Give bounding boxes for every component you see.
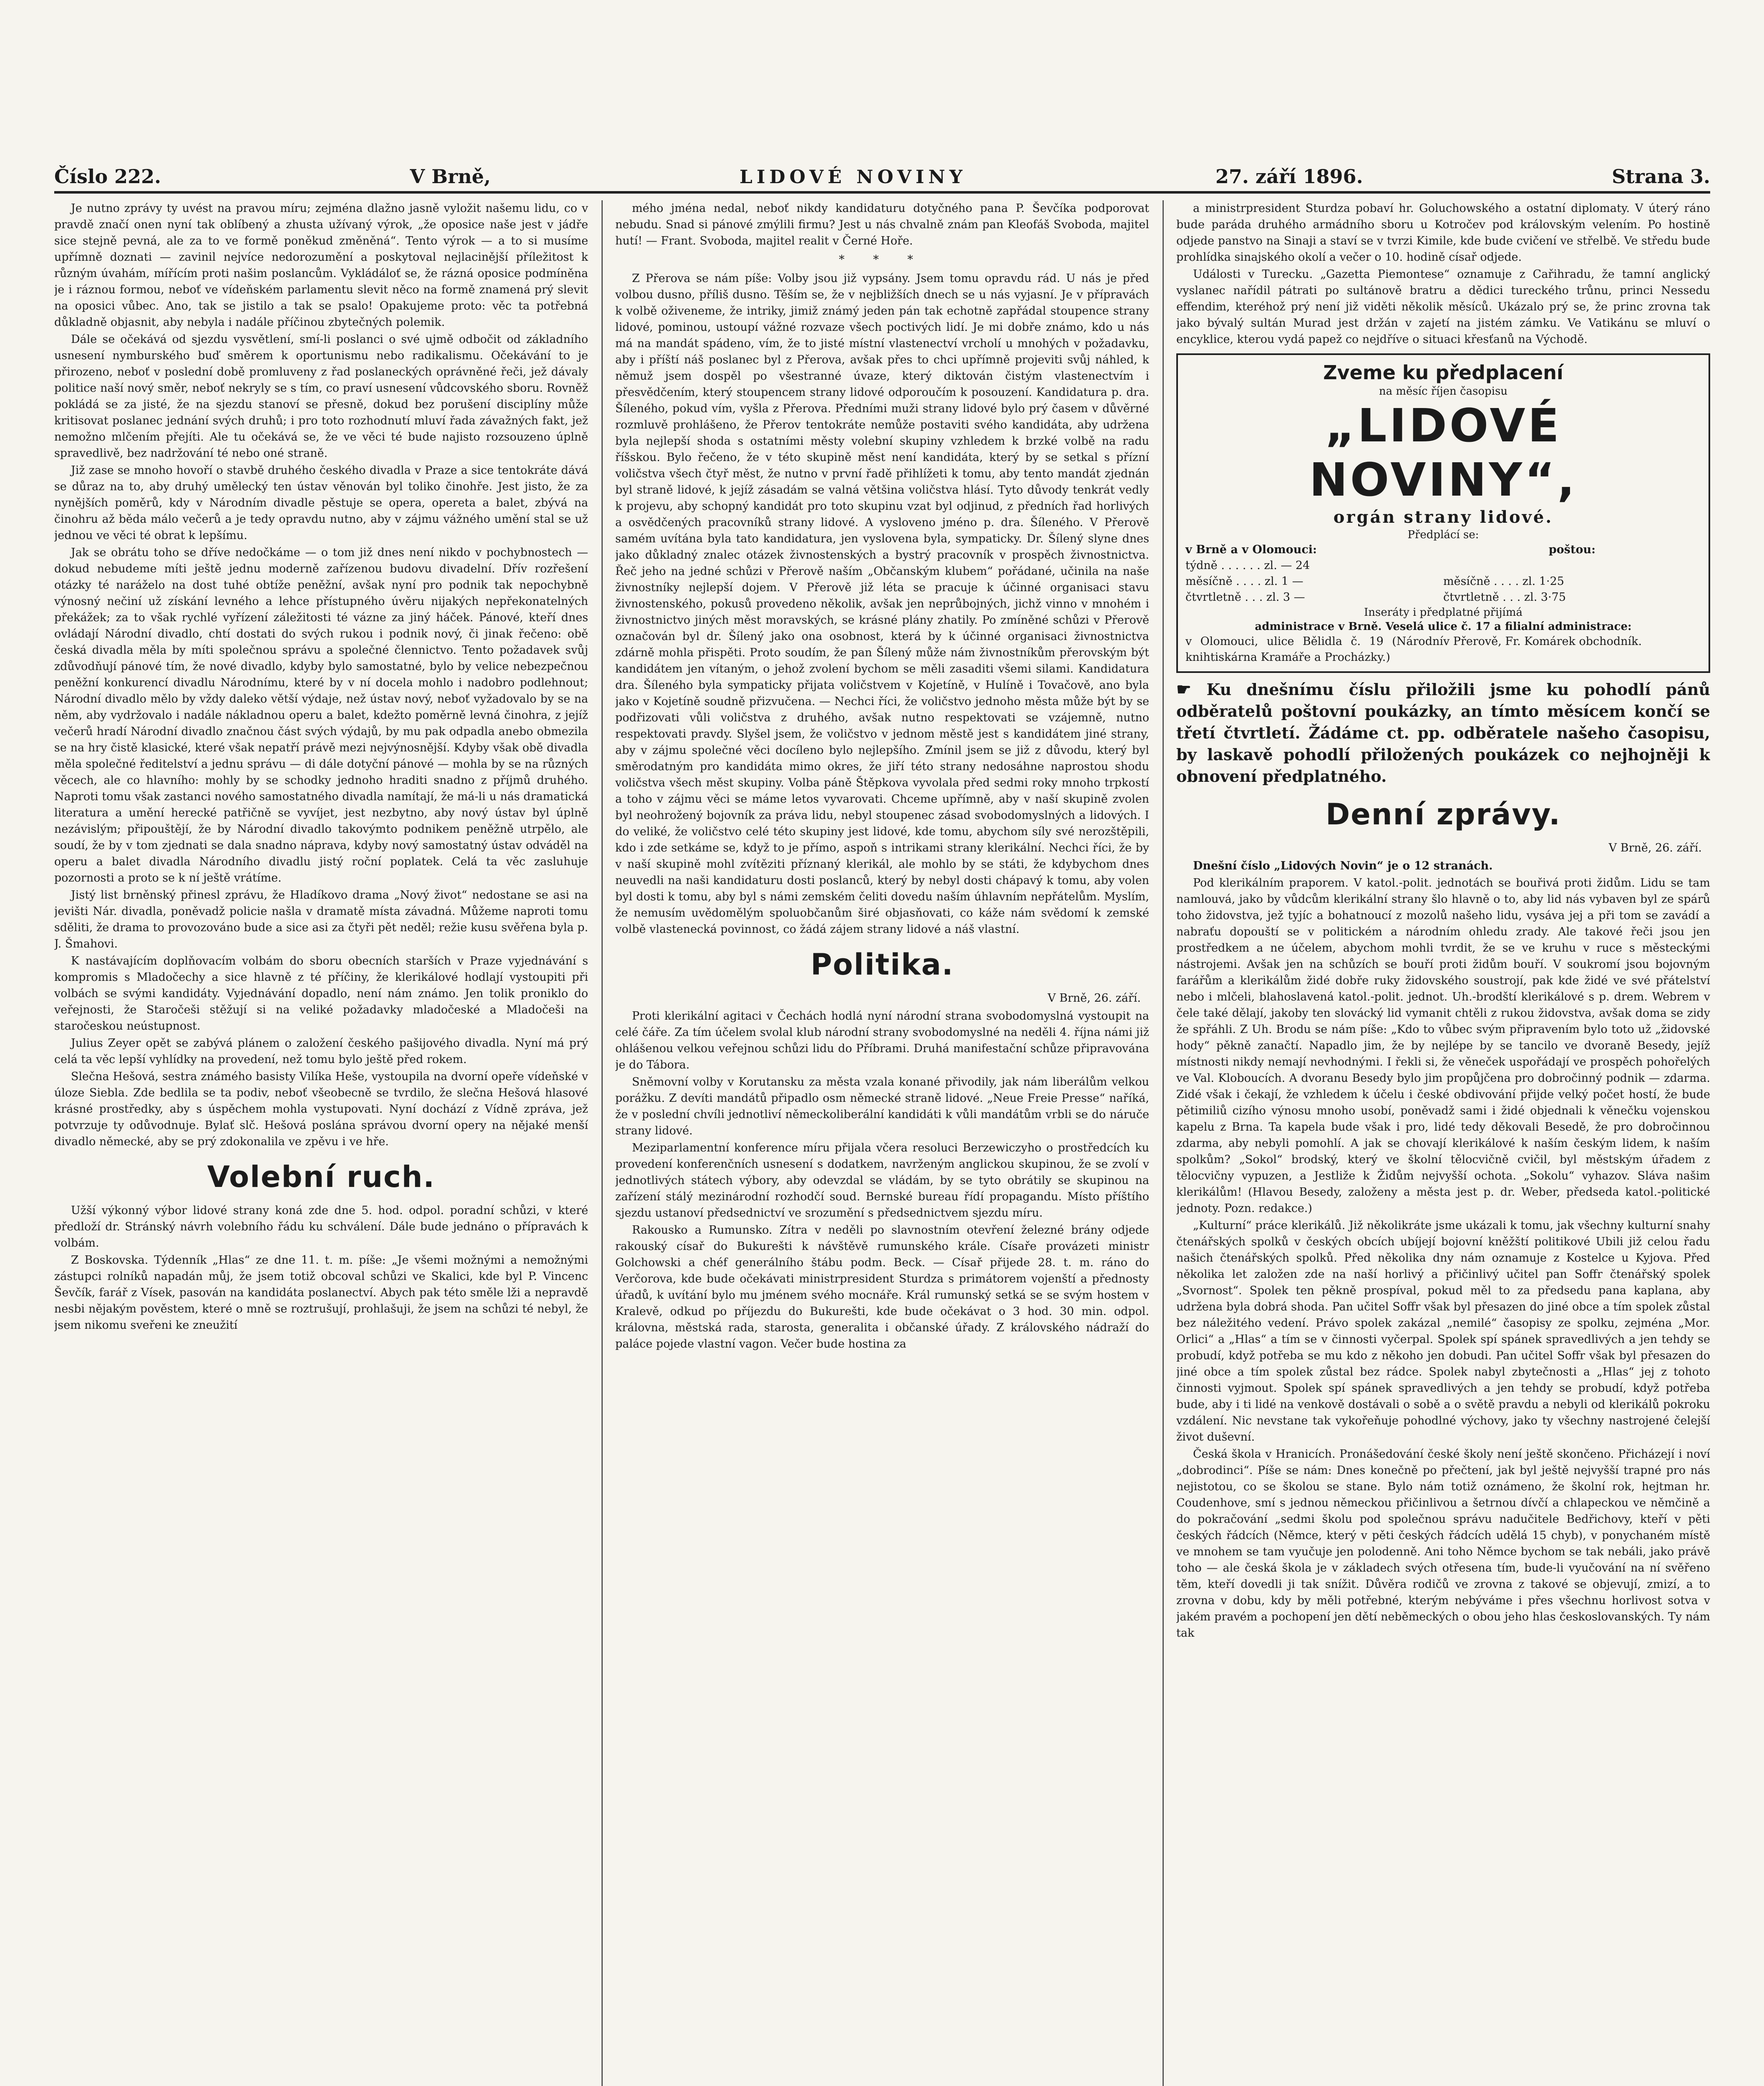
dateline: V Brně, 26. září.	[1608, 841, 1702, 854]
article-paragraph: Jistý list brněnský přinesl zprávu, že Hladíkovo drama „Nový život“ nedostane se asi na jevišti Nár. divadla, poněvadž policie našla v dramatě místa závadná. Můžeme naproti tomu sděliti, že drama to provozováno bude a sice asi za čtyři pět neděl; režie kusu svěřena byla p. J. Šmahovi.	[54, 889, 588, 950]
price-post: čtvrtletně . . . zl. 3·75	[1443, 591, 1566, 604]
section-heading-denni-zpravy: Denní zprávy.	[1326, 797, 1561, 831]
column-2	[615, 200, 1149, 2086]
price-header-row	[1185, 542, 1701, 558]
branch-olomouc: v Olomouci, ulice Bělidla č. 19 (Národní knihtiskárna Kramáře a Procházky.)	[1185, 635, 1443, 664]
article-paragraph: a ministrpresident Sturdza pobaví hr. Goluchowského a ostatní diplomaty. V úterý ráno bude paráda druhého armádního sboru u Kotročev pod královským velením. Po hostině odjede panstvo na Sinaji a staví se v tvrzi Kimile, kde bude cvičení ve střelbě. Ve středu bude prohlídka sinajského okolí a večer o 10. hodině císař odjede.	[1176, 202, 1710, 264]
paper-title: LIDOVÉ NOVINY	[739, 166, 967, 188]
advert-inserts: Inseráty i předplatné přijímá	[1364, 606, 1522, 619]
branch-row	[1185, 634, 1701, 665]
advert-paper-name: „LIDOVÉ NOVINY“,	[1309, 399, 1578, 506]
column-1	[54, 200, 588, 2086]
column-divider	[1163, 200, 1164, 2086]
advert-admin: administrace v Brně. Veselá ulice č. 17 a filialní administrace:	[1255, 620, 1632, 633]
advert-organ: orgán strany lidové.	[1333, 507, 1553, 527]
issue-number: Číslo 222.	[54, 165, 161, 188]
page-content	[54, 159, 1710, 2086]
article-paragraph: Je nutno zprávy ty uvést na pravou míru; zejména dlažno jasně vyložit našemu lidu, co v pravdě značí onen nyní tak oblíbený a zhusta užívaný výrok, „že oposice naše jest v jádře sice stejně pevná, ale za to ve formě poněkud změněná“. Tento výrok — a to si musíme upřímně doznati — zavinil nejvíce nedorozumění a poskytoval nejlacinější příležitost k různým úvahám, mířícím proti našim poslancům. Vykládáloť se, že rázná oposice podmíněna je i ráznou formou, neboť ve vídeňském parlamentu slevit něco na formě znamená prý slevit na oposici vůbec. Ano, tak se jistilo a tak se psalo! Opakujeme proto: věc ta potřebná důkladně objasnit, aby nebyla i nadále příčinou zbytečných polemik.	[54, 202, 588, 329]
postal-notice-text: Ku dnešnímu číslu přiložili jsme ku pohodlí pánů odběratelů poštovní poukázky, an tímto měsícem končí se třetí čtvrtletí. Žádáme ct. pp. odběratele našeho časopisu, by laskavě pohodlí přiložených poukázek co nejhojněji k obnovení předplatného.	[1176, 680, 1710, 786]
article-paragraph: Jak se obrátu toho se dříve nedočkáme — o tom již dnes není nikdo v pochybnostech — dokud nebudeme míti ještě jednu moderně zařízenou budovu divadelní. Dřív rozřešení otázky té naráželo na dost tuhé obtíže peněžní, avšak nyní pro podnik tak nepochybně výnosný nečiní už získání levného a lehce přístupného úvěru nijakých nepřekonatelných překážek; za to však rychlé vyřízení záležitosti té vázne za jiný háček. Pánové, kteří dnes ovládají Národní divadlo, chtí dostati do svých rukou i podnik nový, či jinak řečeno: obě česká divadla měla by míti společnou správu a společné člennictvo. Tento požadavek svůj zdůvodňují pánové tím, že nové divadlo, kdyby bylo samostatné, bylo by velice nebezpečnou peněžní konkurencí divadlu Národnímu, které by v ní docela mohlo i nadobro podlehnout; Národní divadlo mělo by vždy daleko větší výdaje, než ústav nový, neboť vyžadovalo by se na něm, aby vydržovalo i nadále nákladnou operu a balet, kdežto poměrně levná činohra, z jejíž večerů hradí Národní divadlo značnou část svých výdajů, by mu pak odpadla anebo obmezila se na hry čistě klasické, které však nepatří právě mezi nejvýnosnější. Kdyby však obě divadla měla společné ředitelství a jednu správu — di dále dotyční pánové — mohla by se na různých věcech, ale co hlavního: mohly by se schodky jednoho hraditi snadno z příjmů druhého. Naproti tomu však zastanci nového samostatného divadla namítají, že má-li u nás dramatická literatura a umění herecké patřičně se vyvíjet, jest nezbytno, aby nový ústav byl úplně nezávislým; připouštějí, že by Národní divadlo takovýmto podnikem peněžně utrpělo, ale soudí, že by v tom zjednati se dala snadno náprava, kdyby nový samostatný ústav odváděl na operu a balet divadla Národního divadlu jistý roční poplatek. Celá ta věc zasluhuje pozornosti a proto se k ní ještě vrátíme.	[54, 546, 588, 884]
price-row	[1185, 574, 1701, 590]
price-post	[1443, 558, 1701, 574]
column-3	[1176, 200, 1710, 2086]
article-paragraph: „Kulturní“ práce klerikálů. Již několikráte jsme ukázali k tomu, jak všechny kulturní snahy čtenářských spolků v českých obcích ubíjejí bojovní kněžští politikové Ubili již celou řadu našich čtenářských spolků. Před několika dny nám oznamuje z Kostelce u Kyjova. Před několika let založen zde na naší horlivý a přičinlivý učitel pan Soffr čtenářský spolek „Svornost“. Spolek ten pěkně prospíval, pokud měl to za předsedu pana kaplana, aby udržena byla dobrá shoda. Pan učitel Soffr však byl přesazen do jiné obce a tím spolek zůstal bez náležitého vedení. Právo spolek zakázal „nemilé“ časopisy ze spolku, zejména „Mor. Orlici“ a „Hlas“ a tím se v činnosti vyčerpal. Spolek spí spánek spravedlivých a jen tehdy se probudí, když potřeba se mu kdo z někoho jen dobudi. Pan učitel Soffr však byl přesazen do jiné obce a tím spolek zůstal bez rádce. Spolek nabyl zbytečnosti a „Hlas“ jej z tohoto činnosti vyjmout. Spolek spí spánek spravedlivých a jen tehdy se probudí, když potřeba bude, aby i ti lidé na venkově dostávali o sobě a o světě pravdu a nebyli od klerikálů pokroku vzdálení. Nic nevstane tak vykořeňuje pohodlné výchovy, jako ty všechny nastrojené čelejší život duševní.	[1176, 1219, 1710, 1444]
column-divider	[601, 200, 603, 2086]
advert-subtitle: na měsíc říjen časopisu	[1379, 385, 1508, 398]
article-paragraph: Dále se očekává od sjezdu vysvětlení, smí-li poslanci o své ujmě odbočit od základního usnesení nymburského buď směrem k oportunismu nebo radikalismu. Očekávání to je přirozeno, neboť v poslední době promluveny z řad poslaneckých oprávněné řeči, jež dávaly politice naší nový směr, neboť nekryly se s tím, co praví usnesení vůdcovského sboru. Rovněž pokládá se za jisté, že na sjezdu stanoví se přesně, dokud bez porušení disciplíny může kritisovat poslanec jednání svých druhů; i pro toto rozhodnutí mluví řada závažných fakt, jež nemožno mlčením přejíti. Ale tu očekává se, že ve věci té bude najisto rozsouzeno úplně spravedlivě, bez nadržování té nebo oné straně.	[54, 333, 588, 460]
advert-title: Zveme ku předplacení	[1323, 361, 1563, 384]
article-paragraph: mého jména nedal, neboť nikdy kandidaturu dotyčného pana P. Ševčíka podporovat nebudu. Snad si pánové zmýlili firmu? Jest u nás chvalně znám pan Kleofáš Svoboda, majitel hutí! — Frant. Svoboda, majitel realit v Černé Hoře.	[615, 202, 1149, 247]
article-paragraph: Dnešní číslo „Lidových Novin“ je o 12 stranách.	[1193, 859, 1493, 872]
article-paragraph: Užší výkonný výbor lidové strany koná zde dne 5. hod. odpol. poradní schůzi, v které předloží dr. Stránský návrh volebního řádu ku schválení. Dále bude jednáno o přípravách k volbám.	[54, 1204, 588, 1250]
issue-date: 27. září 1896.	[1215, 165, 1363, 188]
article-paragraph: Z Boskovska. Týdenník „Hlas“ ze dne 11. t. m. píše: „Je všemi možnými a nemožnými zástupci rolníků napadán můj, že jsem totiž obcoval schůzi ve Skalici, kde byl P. Vincenc Ševčík, farář z Vísek, pasován na kandidáta poslanectví. Abych pak této směle lži a nepravdě nesbi nějakým pověstem, které o mně se roztrušují, prohlašuji, že jsem na schůzi té nebyl, že jsem nikomu sveřeni ke zneužití	[54, 1254, 588, 1332]
section-heading-volebni-ruch: Volební ruch.	[207, 1160, 435, 1194]
article-paragraph: Meziparlamentní konference míru přijala včera resoluci Berzewiczyho o prostředcích ku provedení konferenčních usnesení s dodatkem, navrženým anglickou skupinou, že se zvolí v jednotlivých státech výbory, aby odevzdal se vládám, by se tyto obrátily se skupinou na zařízení stálý mezinárodní rozhodčí soud. Bernské bureau řídí propagandu. Místo příštího sjezdu ustanoví předsednictví ve srozumění s předsednictvem sjezdu míru.	[615, 1141, 1149, 1219]
article-paragraph: Proti klerikální agitaci v Čechách hodlá nyní národní strana svobodomyslná vystoupit na celé čáře. Za tím účelem svolal klub národní strany svobodomyslné na neděli 4. října námi již ohlášenou velkou veřejnou schůzi lidu do Příbrami. Druhá manifestační schůze připravována je do Tábora.	[615, 1010, 1149, 1071]
price-local-label: v Brně a v Olomouci:	[1185, 543, 1317, 556]
price-row	[1185, 590, 1701, 605]
article-paragraph: Julius Zeyer opět se zabývá plánem o založení českého pašijového divadla. Nyní má prý celá ta věc lepší vyhlídky na provedení, než tomu bylo ještě před rokem.	[54, 1037, 588, 1066]
price-post: měsíčně . . . . zl. 1·25	[1443, 575, 1564, 588]
article-paragraph: Rakousko a Rumunsko. Zítra v neděli po slavnostním otevření železné brány odjede rakouský císař do Bukurešti k návštěvě rumunského krále. Císaře provázeti ministr Golchowski a chéf generálního štábu podm. Beck. — Císař přijede 28. t. m. ráno do Verčorova, kde bude očekávati ministrpresident Sturdza s primátorem vojenští a přednosty úřadů, k uvítání bylo mu jménem svého mocnáře. Král rumunský setká se se svým hostem v Kralevě, odkud po příjezdu do Bukurešti, kde bude očekávat o 3 hod. 30 min. odpol. královna, městská rada, starosta, generalita i občanské úřady. Z královského nádraží do paláce pojede vlastní vagon. Večer bude hostina za	[615, 1224, 1149, 1350]
price-local: čtvrtletně . . . zl. 3 —	[1185, 591, 1305, 604]
article-paragraph: K nastávajícím doplňovacím volbám do sboru obecních starších v Praze vyjednávání s kompromis s Mladočechy a sice hlavně z té příčiny, že klerikálové hodlají vystoupiti při volbách se svými kandidáty. Vyjednávání dopadlo, není nám známo. Jen tolik proniklo do veřejnosti, že Staročeši stěžují si na veliké požadavky mladočeské a Mladočeši na staročeskou neústupnost.	[54, 955, 588, 1033]
page-header	[54, 159, 1710, 188]
article-paragraph: Z Přerova se nám píše: Volby jsou již vypsány. Jsem tomu opravdu rád. U nás je před volbou dusno, příliš dusno. Těším se, že v nejbližších dnech se u nás vyjasní. Je v přípravách k volbě oživeneme, že intriky, jimiž známý jeden pán tak echotně zapřádal stoupence strany lidové, pominou, ustoupí vážné rozvaze všech poctivých lidí. Je mi dobře známo, kdo u nás má na mandát spádeno, vím, že to jisté místní vlastenectví vrcholí u mnohých v požadavku, aby i příští náš poslanec byl z Přerova, avšak přes to chci upřímně projeviti svůj náhled, k němuž jsem dospěl po všestranné úvaze, který diktován čistým vlastenectvím i přesvědčením, který stoupencem strany lidové odporoučím k posouzení. Kandidatura p. dra. Šíleného, pokud vím, vyšla z Přerova. Předními muži strany lidové bylo prý časem v důvěrné rozmluvě prohlášeno, že Přerov tentokráte nemůže postaviti svého kandidáta, aby udržena byla nejlepší shoda s ostatními městy volební skupiny vzhledem k brzké volbě na radu říšskou. Bylo řečeno, že v této skupině měst není kandidáta, který by se setkal s přízní voličstva všech čtyř měst, že nutno v první řadě přihlížeti k tomu, aby tento mandát zjednán byl straně lidové, k jejíž zásadám se valná většina voličstva hlásí. Tyto důvody tenkrát vedly k projevu, aby schopný kandidát pro toto skupinu vzat byl odjinud, z předních řad horlivých a osvědčených pracovníků strany lidové. A vysloveno jméno p. dra. Šíleného. V Přerově samém uvítána byla tato kandidatura, jen vyslovena byla, sympaticky. Dr. Šílený slyne dnes jako důkladný znalec otázek živnostenských a bystrý pracovník v prospěch živnostnictva. Řeč jeho na jedné schůzi v Přerově naším „Občanským klubem“ pořádané, učinila na naše živnostníky nejlepší dojem. V Přerově již léta se pracuje k účinné organisaci stavu živnostenského, pokusů provedeno několik, avšak jen neprůbojných, jichž vinno v mnohém i živnostnictvo jiných měst moravských, se krásné plány zhatily. Po zmíněné schůzi v Přerově označován byl dr. Šílený jako ona osobnost, která by k účinné organisaci živnostnictva zdárně mohla přispěti. Proto soudím, že pan Šílený může nám živnostníkům přerovským být kandidátem jen vítaným, o jehož zvolení bychom se měli zasaditi všemi silami. Kandidatura dra. Šíleného byla sympaticky přijata voličstvem v Kojetíně, v Hulíně i Tovačově, ano byla jako v Kojetíně soudně přizvučena. — Nechci říci, že voličstvo jednoho města může být by se podřizovati vůli voličstva z druhého, avšak nutno respektovati se vzájemně, nutno respektovati pravdy. Slyšel jsem, že voličstvo v jednom městě jest s kandidátem jiné strany, aby v zájmu společné věci docíleno bylo nejlepšího. Zmínil jsem se již z důvodu, který byl směrodatným pro kandidáta mimo okres, že jiří této strany nedosáhne naprostou shodu voličstva všech měst skupiny. Volba páně Štěpkova vyvolala před sedmi roky mnoho trpkostí a toho v zájmu věci se máme letos vyvarovati. Chceme upřímně, aby v naší skupině zvolen byl neohrožený bojovník za práva lidu, nebyl stoupenec zásad svobodomyslných a lidových. I do veliké, že voličstvo celé této skupiny jest lidové, kde tomu, abychom síly své nerozštěpili, kdo i zde setkáme se, když to je přímo, aspoň s intrikami strany klerikální. Nechci říci, že by v naší skupině mohl zvítěziti příznaný klerikál, ale mohlo by se státi, že kdybychom dnes neuvedli na naši kandidaturu dosti poslanců, který by nebyl dosti chápavý k tomu, aby volen byl dosti k tomu, aby byl s námi zemském čeliti dovedu naším úhlavním nepřátelům. Myslím, že nemusím uvědomělým spoluobčanům širé objasňovati, co káže nám svědomí k zemské volbě vlastenecká povinnost, co žádá zájem strany lidové a náš vlastní.	[615, 272, 1149, 936]
price-local: měsíčně . . . . zl. 1 —	[1185, 575, 1303, 588]
article-paragraph: Již zase se mnoho hovoří o stavbě druhého českého divadla v Praze a sice tentokráte dává se důraz na to, aby druhý umělecký ten ústav věnován byl toliko činohře. Jest jisto, že za nynějších poměrů, kdy v Národním divadle pěstuje se opera, opereta a balet, zbývá na činohru až běda málo večerů a je tedy opravdu nutno, aby v zájmu vážného umění stal se už jednou ve věci té obrat k lepšímu.	[54, 464, 588, 542]
separator-stars: * * *	[839, 253, 926, 266]
advert-prefix: Předplácí se:	[1407, 529, 1479, 541]
article-paragraph: Události v Turecku. „Gazetta Piemontese“ oznamuje z Cařihradu, že tamní anglický vyslanec nařídil pátrati po sultánově bratru a dědici tureckého trůnu, princi Nessedu effendim, kteréhož prý není již viděti několik měsíců. Ukázalo prý se, že princ zrovna tak jako bývalý sultán Murad jest držán v zajetí na jistém zámku. Ve Vatikánu se mluví o encyklice, kterou vydá papež co nejdříve o situaci křesťanů na Východě.	[1176, 268, 1710, 346]
subscription-advert	[1176, 353, 1710, 673]
article-paragraph: Slečna Hešová, sestra známého basisty Vilíka Heše, vystoupila na dvorní opeře vídeňské v úloze Siebla. Zde bedlila se ta podiv, neboť všeobecně se tvrdilo, že slečna Hešová hlasové krásné prostředky, aby s úspěchem mohla vystupovati. Nyní dochází z Vídně zpráva, jež potvrzuje ty odůvodnuje. Bylať slč. Hešová poslána správou dvorní opery na nějaké menší divadlo německé, aby se prý zdokonalila ve zpěvu i ve hře.	[54, 1070, 588, 1148]
article-paragraph: Česká škola v Hranicích. Pronášedování české školy není ještě skončeno. Přicházejí i noví „dobrodinci“. Píše se nám: Dnes konečně po přečtení, jak byl ještě nejvyšší trapné pro nás nejistotou, co se školou se stane. Bylo nám totiž oznámeno, že školní rok, hejtman hr. Coudenhove, smí s jednou německou přičinlivou a šetrnou dívčí a chlapeckou ve němčině a do pokračování „sedmi školu pod společnou správu nadučitele Bedřichovy, kteří v pěti českých řádcích (Němce, který v pěti českých řádcích udělá 15 chyb), v ponychaném místě ve mnohem se tam vyučuje jen polodenně. Ani toho Němce bychom se tak nebáli, jako právě toho — ale česká škola je v základech svých otřesena tím, bude-li vyučování na ní svěřeno těm, kteří dovedli ji tak snížit. Důvěra rodičů ve zrovna z takové se objevují, zmizí, a to zrovna v dobu, kdy by měli potřebné, kterým nebýváme i přes všechnu horlivost sotva v jakém pravém a pochopení jen dětí neběmeckých o obou jeho hlas českoslovanských. Ty nám tak	[1176, 1448, 1710, 1640]
page-number: Strana 3.	[1612, 165, 1710, 188]
section-heading-politika: Politika.	[810, 947, 954, 982]
article-paragraph: Pod klerikálním praporem. V katol.-polit. jednotách se bouřivá proti židům. Lidu se tam namlouvá, jako by vůdcům klerikální strany šlo hlavně o to, aby lid nás vybaven byl ze spárů toho židovstva, jež tyjíc a bohatnoucí z mozolů našeho lidu, vysáva jej a při tom se zavádí a nabraťu dopouští se v politickém a národním ohledu zrady. Ale takové řeči jsou jen prostředkem a ne účelem, abychom mohli tvrdit, že se ve kruhu v ruce s městeckými nástrojemi. Avšak jen na schůzích se bouří proti židům bouří. V soukromí jsou bojovným farářům a klerikálům židé dobře ruky židovského soustrojí, pak kde židé ve své přátelství nebo i mlčeli, blahoslavená katol.-polit. jednot. Uh.-brodští klerikálové s p. drem. Webrem v čele také dělají, jakoby ten slovácký lid vymanit chtěli z rukou židovstva, avšak doma se zidy že spřáhli. Z Uh. Brodu se nám píše: „Kdo to vůbec svým připravením bylo toto už „židovské hody“ pěkně zanačtí. Napadlo jim, že by nejlépe by se tancilo ve dvoraně Besedy, jejíž místnosti nikdy nemají nevhodnými. I řekli si, že věneček uspořádají ve prospěch pohořelých ve Val. Kloboucích. A dvoranu Besedy bylo jim propůjčena pro dobročinný podnik — zdarma. Zidé však i čekají, že vzhledem k účelu i české obdivování přijde velký počet hostí, že bude pětimiliů cizího výnosu mnoho usobí, poněvadž sami i židé objednali k věnečku vojenskou kapelu z Brna. Ta kapela bude však i pro, lidé tedy děkovali Besedě, že pro dobročinnou zdarma, aby nebyli pomohlí. A jak se chovají klerikálové k naším českým lidem, k naším spolkům? „Sokol“ brodský, který ve školní tělocvičně cvičil, byl městským úřadem z tělocvičny vypuzen, a Jestliže k Židům nejvyšší ochota. „Sokolu“ vyhazov. Sláva našim klerikálům! (Hlavou Besedy, založeny a města jest p. dr. Weber, předseda katol.-politické jednoty. Pozn. redakce.)	[1176, 877, 1710, 1215]
postal-notice	[1176, 679, 1710, 787]
price-post-label: poštou:	[1548, 543, 1596, 556]
header-rule	[54, 191, 1710, 194]
dateline: V Brně, 26. září.	[1047, 992, 1141, 1005]
place-of-publication: V Brně,	[410, 165, 491, 188]
article-paragraph: Sněmovní volby v Korutansku za města vzala konané přivodily, jak nám liberálům velkou porážku. Z devíti mandátů připadlo osm německé straně lidové. „Neue Freie Presse“ naříká, že v poslední chvíli jednotliví německoliberální kandidáti k vůli mandátům vrbli se do náruče strany lidové.	[615, 1076, 1149, 1137]
price-row	[1185, 558, 1701, 574]
pointing-hand-icon: ☛	[1176, 680, 1207, 699]
branch-prerov: v Přerově, Fr. Komárek obchodník.	[1443, 635, 1642, 648]
price-local: týdně . . . . . . zl. — 24	[1185, 559, 1310, 572]
